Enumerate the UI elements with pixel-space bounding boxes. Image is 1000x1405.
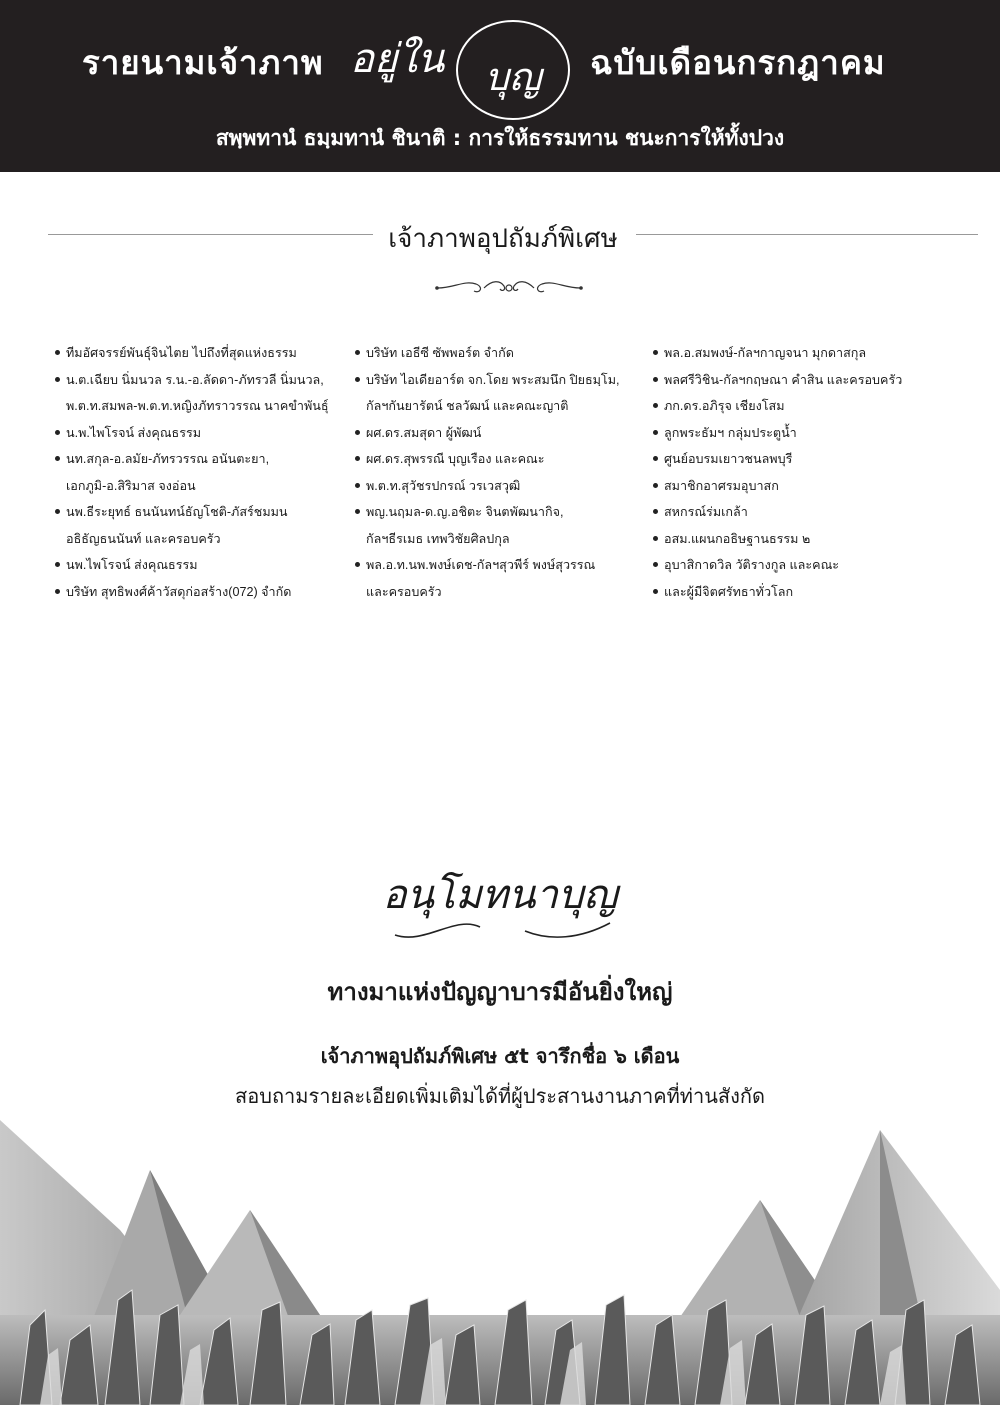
ornament-flourish-icon: [434, 276, 584, 300]
list-item: นท.สกุล-อ.ลมัย-ภัทรวรรณ อนันตะยา, เอกภูมิ-อ.สิริมาส จงอ่อน: [55, 446, 355, 499]
list-item: พญ.นฤมล-ด.ญ.อชิตะ จินตพัฒนากิจ, กัลฯธีรเมธ เทพวิชัยศิลปกุล: [355, 499, 655, 552]
list-item: และผู้มีจิตศรัทธาทั่วโลก: [653, 579, 953, 606]
header-title-right: ฉบับเดือนกรกฎาคม: [590, 43, 886, 82]
list-item: บริษัท สุทธิพงศ์ค้าวัสดุก่อสร้าง(072) จำกัด: [55, 579, 355, 606]
list-item: อุบาสิกาดวิล วัติรางกูล และคณะ: [653, 552, 953, 579]
list-item: ผศ.ดร.สมสุดา ผู้พัฒน์: [355, 420, 655, 447]
slogan: ทางมาแห่งปัญญาบารมีอันยิ่งใหญ่: [327, 978, 673, 1006]
list-item: ผศ.ดร.สุพรรณี บุญเรือง และคณะ: [355, 446, 655, 473]
list-item: ศูนย์อบรมเยาวชนลพบุรี: [653, 446, 953, 473]
sponsor-info: เจ้าภาพอุปถัมภ์พิเศษ ๕t จารึกชื่อ ๖ เดือน: [320, 1044, 680, 1068]
section-heading: [48, 222, 978, 252]
divider-right: [636, 234, 978, 235]
header-banner: [0, 0, 1000, 172]
list-item: บริษัท ไอเดียอาร์ต จก.โดย พระสมนึก ปิยธมฺโม, กัลฯกันยารัตน์ ชลวัฒน์ และคณะญาติ: [355, 367, 655, 420]
list-item: พลศรีวิชิน-กัลฯกฤษณา คำสิน และครอบครัว: [653, 367, 953, 394]
list-item: ทีมอัศจรรย์พันธุ์จินไตย ไปถึงที่สุดแห่งธรรม: [55, 340, 355, 367]
list-item: พล.อ.ท.นพ.พงษ์เดช-กัลฯสุวพีร์ พงษ์สุวรรณ และครอบครัว: [355, 552, 655, 605]
header-title-left: รายนามเจ้าภาพ: [82, 43, 324, 82]
list-item: บริษัท เอธีซี ซัพพอร์ต จำกัด: [355, 340, 655, 367]
contact-info: สอบถามรายละเอียดเพิ่มเติมได้ที่ผู้ประสานงานภาคที่ท่านสังกัด: [235, 1084, 765, 1108]
list-item: ลูกพระธัมฯ กลุ่มประตูน้ำ: [653, 420, 953, 447]
magazine-logo-circle: [456, 20, 570, 120]
list-item: นพ.ไพโรจน์ ส่งคุณธรรม: [55, 552, 355, 579]
magazine-logo-text: อยู่ใน: [350, 36, 445, 82]
list-item: ภก.ดร.อภิรุจ เชียงโสม: [653, 393, 953, 420]
donor-list-column-2: [355, 340, 655, 605]
donor-list-column-3: [653, 340, 953, 605]
anumodana-swash-icon: [385, 905, 625, 945]
magazine-logo-number: บุญ: [484, 55, 542, 99]
list-item: สหกรณ์ร่มเกล้า: [653, 499, 953, 526]
list-item: สมาชิกอาศรมอุบาสก: [653, 473, 953, 500]
list-item: พล.อ.สมพงษ์-กัลฯกาญจนา มุกดาสกุล: [653, 340, 953, 367]
list-item: พ.ต.ท.สุวัชรปกรณ์ วรเวสวุฒิ: [355, 473, 655, 500]
anumodana-heading: อนุโมทนาบุญ: [382, 872, 618, 918]
list-item: น.ต.เฉียบ นิ่มนวล ร.น.-อ.ลัดดา-ภัทรวลี นิ่มนวล, พ.ต.ท.สมพล-พ.ต.ท.หญิงภัทราวรรณ นาคขำพันธุ์: [55, 367, 355, 420]
list-item: นพ.ธีระยุทธ์ ธนนันทน์ธัญโชติ-ภัสร์ชมมน อธิธัญธนนันท์ และครอบครัว: [55, 499, 355, 552]
header-subtitle: สพฺพทานํ ธมฺมทานํ ชินาติ : การให้ธรรมทาน ชนะการให้ทั้งปวง: [215, 126, 785, 150]
section-title: เจ้าภาพอุปถัมภ์พิเศษ: [388, 223, 618, 253]
list-item: อสม.แผนกอธิษฐานธรรม ๒: [653, 526, 953, 553]
list-item: น.พ.ไพโรจน์ ส่งคุณธรรม: [55, 420, 355, 447]
crystal-pyramid-scene-icon: [0, 1110, 1000, 1405]
divider-left: [48, 234, 373, 235]
donor-list-column-1: [55, 340, 355, 605]
